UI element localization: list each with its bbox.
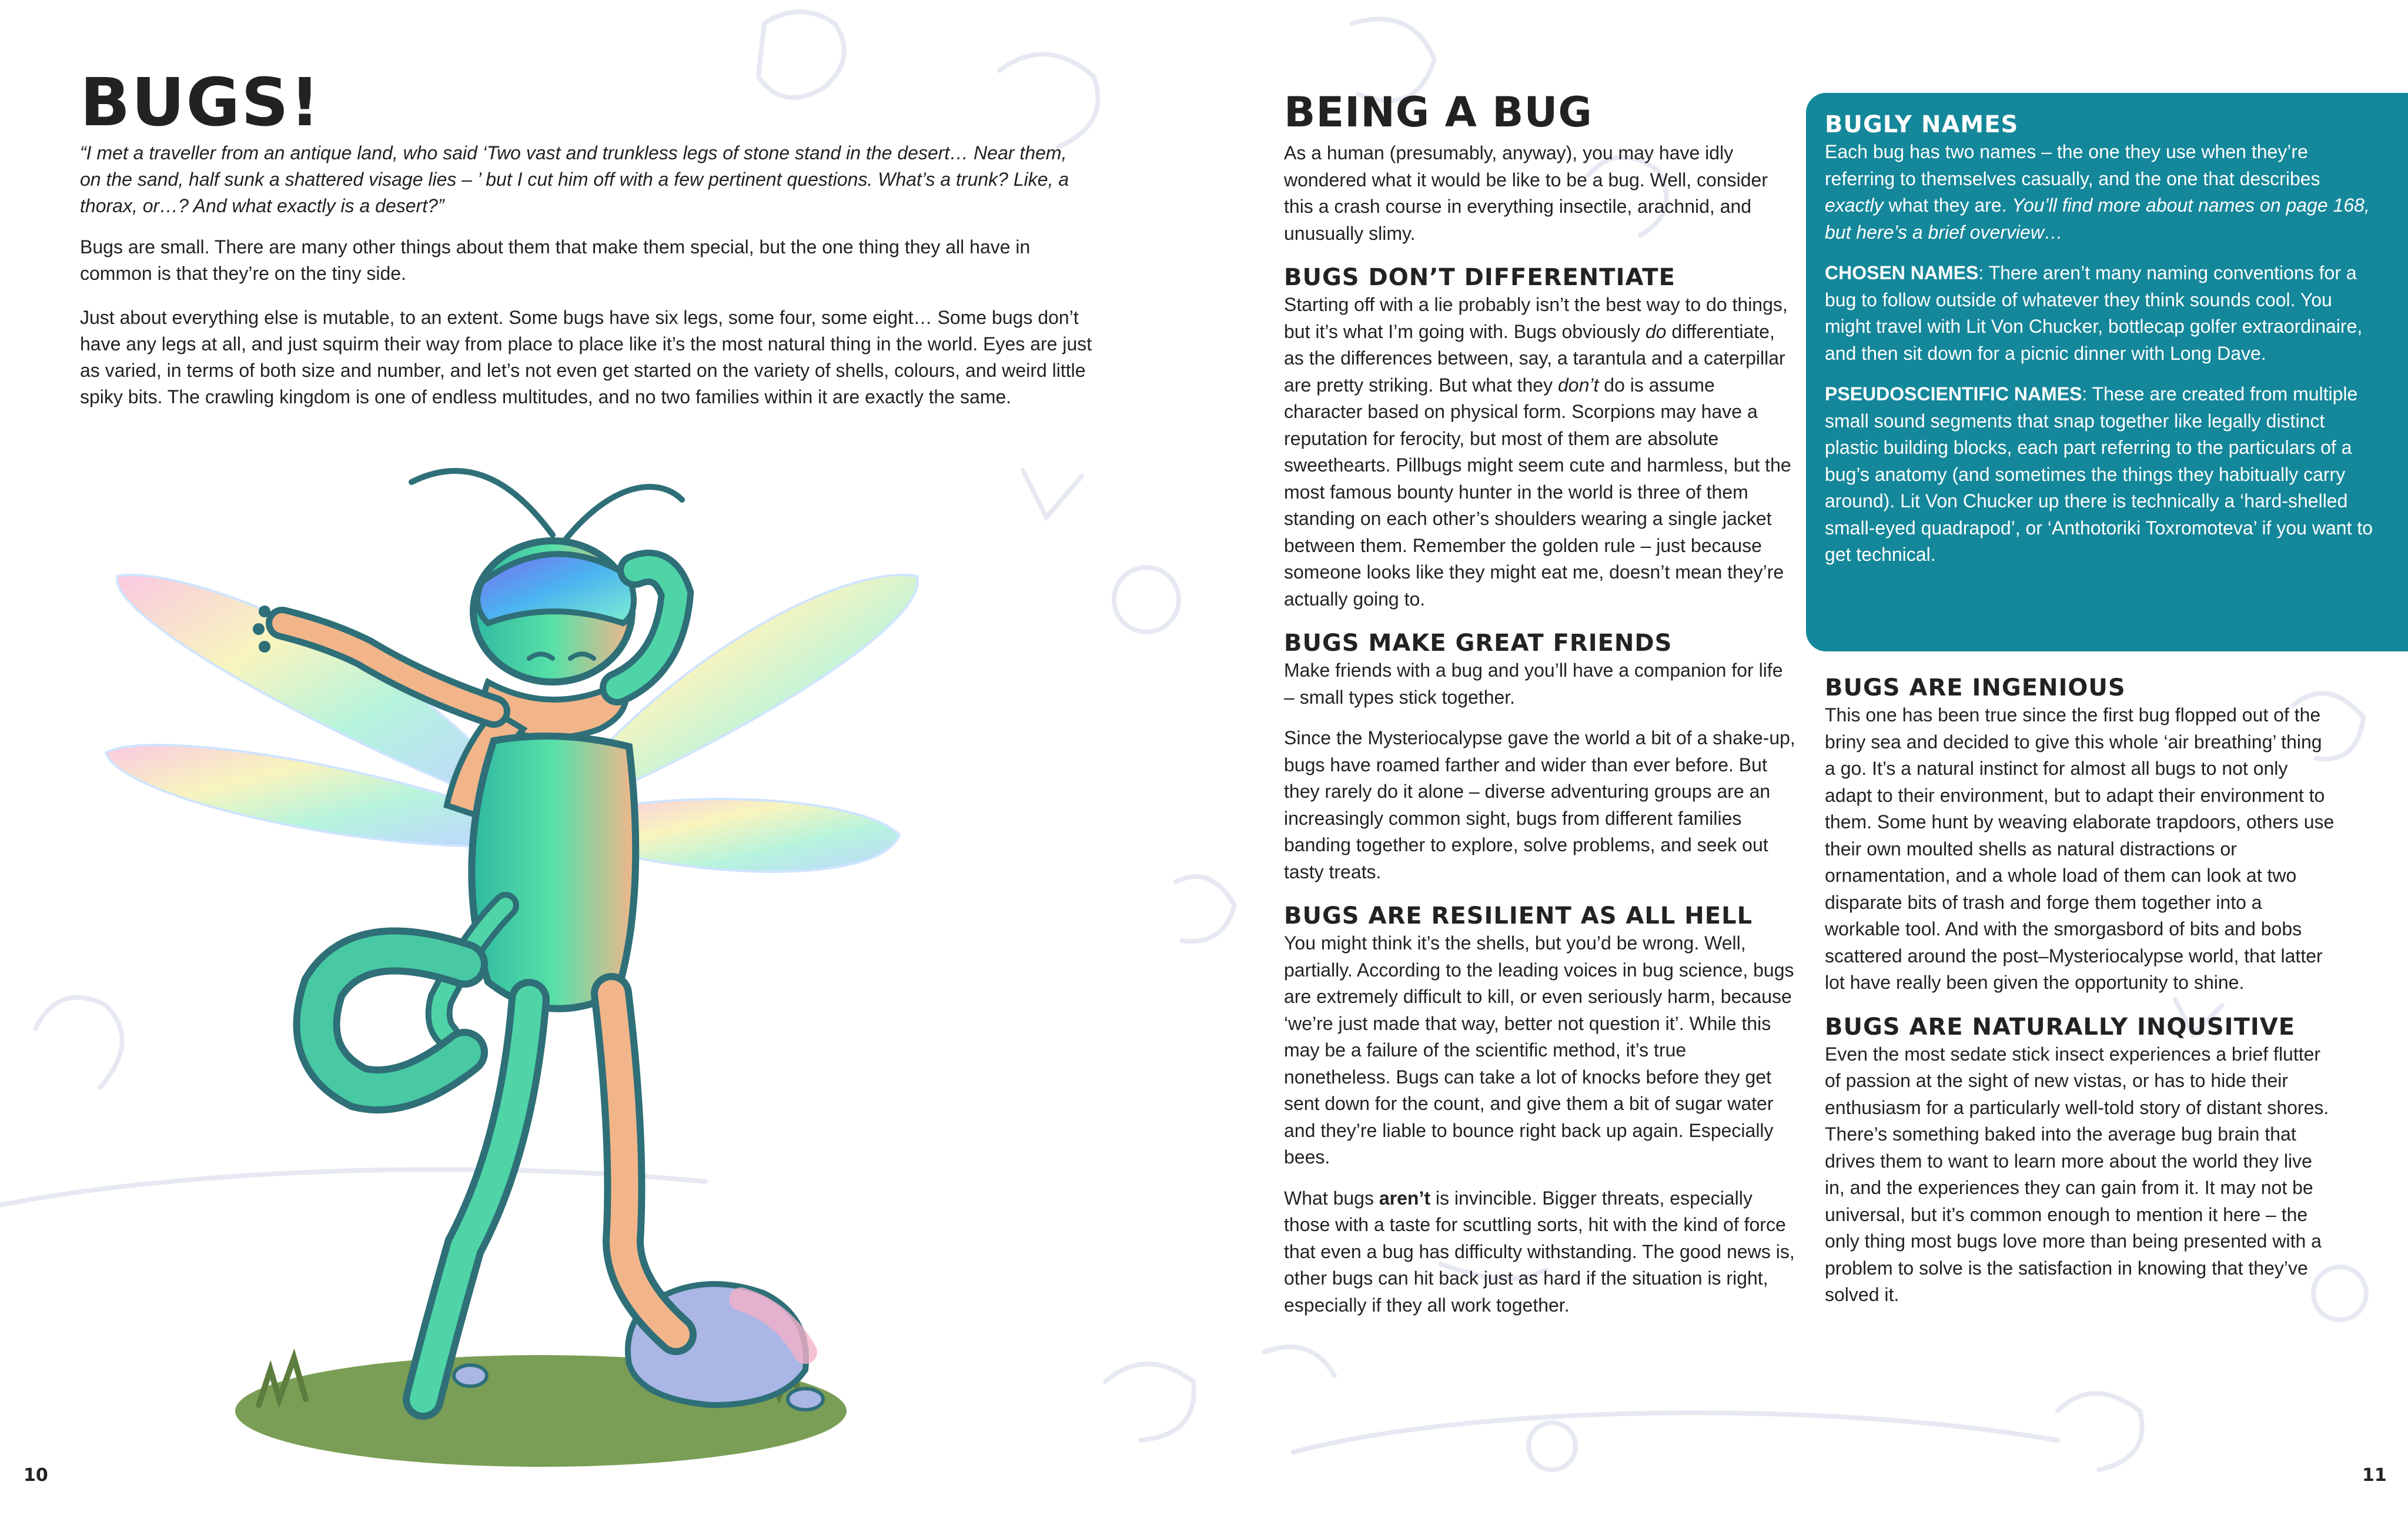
friends-paragraph-2: Since the Mysteriocalypse gave the world a bit of a shake-up, bugs have roamed farther and wider than ever before. But they rarely do it alone – diverse adventuring groups are an increasingly common sight, bugs from different families banding together to explore, solve problems, and seek out tasty treats. [1284,727,1795,882]
being-a-bug-intro: As a human (presumably, anyway), you may have idly wondered what it would be like to be a bug. Well, consider this a crash course in everything insectile, arachnid, and unusually slimy. [1284,142,1768,244]
intro-paragraph: Bugs are small. There are many other things about them that make them special, but the one thing they all have in common is that they’re on the tiny side. [80,236,1031,284]
right-column-2 [1825,674,2336,1323]
heading-differentiate: BUGS DON’T DIFFERENTIATE [1284,264,1675,291]
heading-ingenious: BUGS ARE INGENIOUS [1825,674,2126,701]
chosen-names-entry: CHOSEN NAMES: There aren’t many naming conventions for a bug to follow outside of whatever they think sounds cool. You might travel with Lit Von Chucker, bottlecap golfer extraordinaire, and then sit down for a picnic dinner with Long Dave. [1825,262,2363,364]
heading-friends: BUGS MAKE GREAT FRIENDS [1284,630,1673,657]
section-title: BEING A BUG [1284,88,1593,136]
heading-inquisitive: BUGS ARE NATURALLY INQUSITIVE [1825,1013,2296,1041]
bugly-names-sidebar [1806,93,2408,651]
page-number-left: 10 [24,1465,48,1486]
heading-resilient: BUGS ARE RESILIENT AS ALL HELL [1284,902,1753,929]
resilient-paragraph-2: What bugs aren’t is invincible. Bigger threats, especially those with a taste for scuttling sorts, hit with the kind of force that even a bug has difficulty withstanding. The good news is, other bugs can hit back just as hard if the situation is right, especially if they all work together. [1284,1187,1795,1316]
differentiate-paragraph: Starting off with a lie probably isn’t the best way to do things, but it’s what I’m going with. Bugs obviously do differentiate, as the differences between, say, a tarantula and a caterpillar are pretty striking. But what they don’t do is assume character based on physical form. Scorpions may have a reputation for ferocity, but most of them are absolute sweethearts. Pillbugs might seem cute and harmless, but the most famous bounty hunter in the world is three of them standing on each other’s shoulders wearing a single jacket between them. Remember the golden rule – just because someone looks like they might eat me, doesn’t mean they’re actually going to. [1284,294,1791,610]
page-number-right: 11 [2362,1465,2387,1486]
ingenious-paragraph: This one has been true since the first bug flopped out of the briny sea and decided to give this whole ‘air breathing’ thing a go. It’s a natural instinct for almost all bugs to not only adapt to their environment, but to adapt their environment to them. Some hunt by weaving elaborate trapdoors, others use their own moulted shells as natural distractions or ornamentation, and a whole load of them can look at two disparate bits of trash and forge them together into a workable tool. And with the smorgasbord of bits and bobs scattered around the post–Mysteriocalypse world, that latter lot have really been given the opportunity to shine. [1825,704,2335,993]
resilient-paragraph-1: You might think it’s the shells, but you’d be wrong. Well, partially. According to the leading voices in bug science, bugs are extremely difficult to kill, or even seriously harm, because ‘we’re just made that way, better not question it’. While this may be a failure of the scientific method, it’s true nonetheless. Bugs can take a lot of knocks before they get sent down for the count, and give them a bit of sugar water and they’re liable to bounce right back up again. Especially bees. [1284,932,1794,1168]
pseudoscientific-names-entry: PSEUDOSCIENTIFIC NAMES: These are created from multiple small sound segments that snap together like legally distinct plastic building blocks, each part referring to the particulars of a bug’s anatomy (and sometimes the things they habitually carry around). Lit Von Chucker up there is technically a ‘hard-shelled small-eyed quadrapod’, or ‘Anthotoriki Toxromoteva’ if you want to get technical. [1825,383,2373,565]
bug-torso [471,736,636,1009]
friends-paragraph-1: Make friends with a bug and you’ll have a companion for life – small types stick together. [1284,660,1783,708]
epigraph-quote: “I met a traveller from an antique land, who said ‘Two vast and trunkless legs of stone stand in the desert… Near them, on the sand, half sunk a shattered visage lies – ’ but I cut him off with a few pertinent questions. What’s a trunk? Like, a thorax, or…? And what exactly is a desert?” [80,142,1069,216]
inquisitive-paragraph: Even the most sedate stick insect experiences a brief flutter of passion at the sight of new vistas, or has to hide their enthusiasm for a particularly well-told story of distant shores. There’s something baked into the average bug brain that drives them to want to learn more about the world they live in, and the experiences they can gain from it. It may not be universal, but it’s common enough to mention it here – the only thing most bugs love more than being presented with a problem to solve is the satisfaction in knowing that they’ve solved it. [1825,1043,2329,1305]
right-column-1 [1284,140,1795,1333]
bug-illustration [82,435,1117,1493]
sidebar-intro: Each bug has two names – the one they use when they’re referring to themselves casually, and the one that describes exactly what they are. You’ll find more about names on page 168, but here’s a brief overview… [1825,141,2370,243]
page-title: BUGS! [80,65,321,141]
sidebar-heading: BUGLY NAMES [1825,111,2019,138]
intro-paragraph: Just about everything else is mutable, to an extent. Some bugs have six legs, some four, some eight… Some bugs don’t have any legs at all, and just squirm their way from place to place like it’s the most natural thing in the world. Eyes are just as varied, in terms of both size and number, and let’s not even get started on the variety of shells, colours, and weird little spiky bits. The crawling kingdom is one of endless multitudes, and no two families within it are exactly the same. [80,307,1092,407]
